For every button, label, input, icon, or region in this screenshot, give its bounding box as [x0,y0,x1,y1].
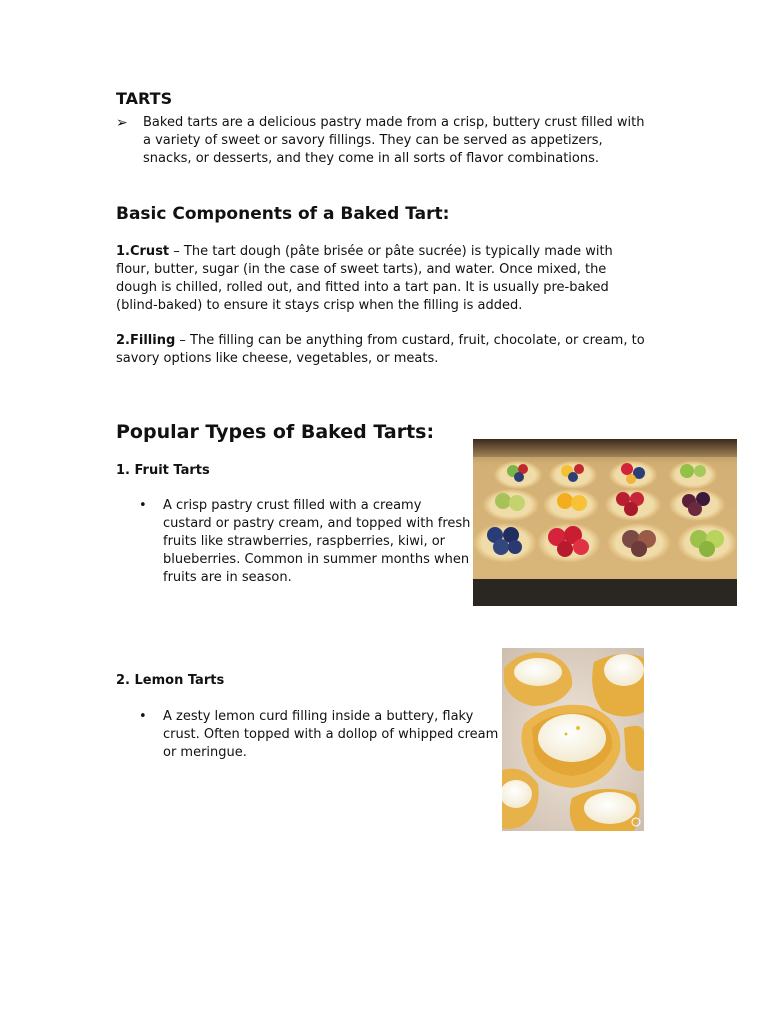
filling-label: 2.Filling [116,333,176,348]
fruit-tarts-heading: 1. Fruit Tarts [116,463,210,478]
lemon-tarts-photo [502,648,644,831]
crust-label: 1.Crust [116,244,170,259]
bullet-dot: • [139,709,147,724]
arrowhead-bullet-icon: ➢ [116,115,128,131]
filling-text: – The filling can be anything from custard, fruit, chocolate, or cream, to savory options like cheese, vegetables, or meats. [116,333,645,366]
intro-paragraph [116,114,646,168]
fruit-tarts-text: A crisp pastry crust filled with a creamy custard or pastry cream, and topped with fresh fruits like strawberries, raspberries, kiwi, or blueberries. Common in summer months when fruits are in season. [163,498,471,585]
bullet-dot: • [139,498,147,513]
document-title: TARTS [116,89,173,108]
lemon-tarts-heading: 2. Lemon Tarts [116,673,225,688]
intro-text: Baked tarts are a delicious pastry made from a crisp, buttery crust filled with a variety of sweet or savory fillings. They can be served as appetizers, snacks, or desserts, and they come in all sorts of flavor combinations. [143,115,645,166]
crust-paragraph [116,243,646,315]
types-heading: Popular Types of Baked Tarts: [116,421,435,443]
lemon-tarts-text: A zesty lemon curd filling inside a buttery, flaky crust. Often topped with a dollop of whipped cream or meringue. [163,709,499,760]
components-heading: Basic Components of a Baked Tart: [116,204,450,224]
fruit-tarts-photo [473,439,737,606]
crust-text: – The tart dough (pâte brisée or pâte sucrée) is typically made with flour, butter, sugar (in the case of sweet tarts), and water. Once mixed, the dough is chilled, rolled out, and fitted into a tart pan. It is usually pre-baked (blind-baked) to ensure it stays crisp when the filling is added. [116,244,613,313]
fruit-tarts-bullet [139,497,474,587]
filling-paragraph [116,332,646,368]
lemon-tarts-bullet [139,708,499,762]
